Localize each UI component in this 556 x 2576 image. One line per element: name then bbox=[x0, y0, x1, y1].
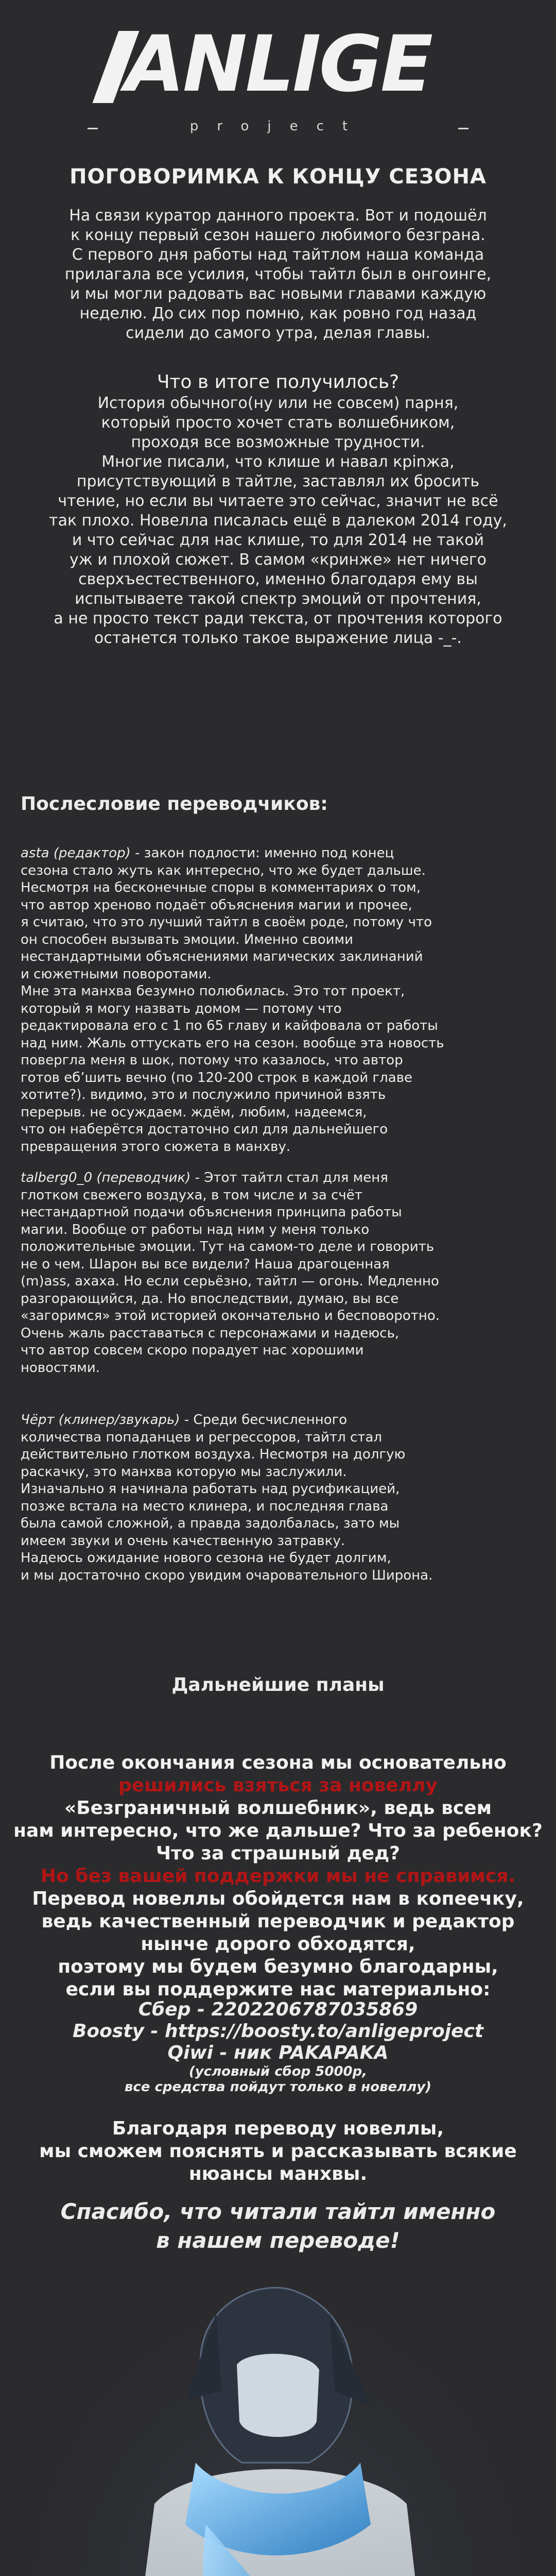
afterword-section bbox=[21, 793, 535, 815]
payment-sber: Сбер - 2202206787035869 bbox=[138, 1999, 418, 2020]
translator-note-chert bbox=[21, 1412, 535, 1584]
translator-note-asta bbox=[21, 845, 535, 1156]
translator-nick: Чёрт (клинер/звукарь) bbox=[21, 1412, 180, 1428]
plans-title: Дальнейшие планы bbox=[171, 1674, 385, 1696]
result-text: История обычного(ну или не совсем) парня, который просто хочет стать волшебником, проходя все возможные трудности. Многие писали, что клише и навал крinжа, присутствующий в тайтле, заставлял их бросить чтение, но если вы читаете это сейчас, значит не всё так плохо. Новелла писалась ещё в далеком 2014 году, и что сейчас для нас клише, то для 2014 не такой уж и плохой сюжет. В самом «кринже» нет ничего сверхъестественного, именно благодаря ему вы испытываете такой спектр эмоций от прочтения, а не просто текст ради текста, от прочтения которого останется только такое выражение лица -_-. bbox=[49, 394, 507, 647]
face-shape bbox=[237, 2354, 319, 2437]
logo-title: ANLIGE bbox=[125, 20, 431, 109]
thanks-section bbox=[0, 2197, 556, 2255]
closing-section bbox=[0, 2117, 556, 2185]
plans-red-2: Но без вашей поддержки мы не справимся. bbox=[40, 1866, 515, 1887]
logo-line-right bbox=[458, 128, 468, 129]
translator-text: - закон подлости: именно под конец сезона стало жуть как интересно, что же будет дальше. Несмотря на бесконечные споры в комментариях о том, что автор хреново подаёт объяснения магии и прочее, я считаю, что это лучший тайтл в своём роде, потому что он способен вызывать эмоции. Именно своими нестандартными объяснениями магических заклинаний и сюжетными поворотами. Мне эта манхва безумно полюбилась. Это тот проект, который я могу назвать домом — потому что редактировала его с 1 по 65 главу и кайфовала от работы над ним. Жаль оттускать его на сезон. вообще эта новость повергла меня в шок, потому что казалось, что автор готов ебʼшить вечно (по 120-200 строк в каждой главе хотите?). видимо, это и послужило причиной взять перерыв. не осуждаем. ждём, любим, надеемся, что он наберётся достаточно сил для дальнейшего превращения этого сюжета в манхву. bbox=[21, 845, 444, 1155]
page-title: ПОГОВОРИМКА К КОНЦУ СЕЗОНА bbox=[70, 165, 486, 189]
logo bbox=[0, 21, 556, 149]
intro-section bbox=[0, 206, 556, 343]
logo-subtitle: project bbox=[189, 118, 367, 134]
thanks-text: Спасибо, что читали тайтл именно в нашем переводе! bbox=[60, 2199, 496, 2253]
payment-boosty: Boosty - https://boosty.to/anligeproject bbox=[72, 2021, 484, 2042]
result-title: Что в итоге получилось? bbox=[157, 371, 399, 393]
plans-red-1: решились взяться за новеллу bbox=[118, 1775, 438, 1796]
intro-text: На связи куратор данного проекта. Вот и подошёл к концу первый сезон нашего любимого безграна. С первого дня работы над тайтлом наша команда прилагала все усилия, чтобы тайтл был в онгоинге, и мы могли радовать вас новыми главами каждую неделю. До сих пор помню, как ровно год назад сидели до самого утра, делая главы. bbox=[64, 207, 492, 342]
translator-note-talberg bbox=[21, 1170, 535, 1377]
payment-qiwi: Qiwi - ник PAKAPAKA bbox=[167, 2042, 389, 2063]
plans-line-3: Перевод новеллы обойдется нам в копеечку, ведь качественный переводчик и редактор нынче дорого обходятся, поэтому мы будем безумно благодарны, если вы поддержите нас материально: bbox=[32, 1888, 524, 2000]
plans-section bbox=[0, 1674, 556, 1696]
character-illustration bbox=[0, 2236, 556, 2576]
translator-nick: asta (редактор) bbox=[21, 845, 131, 861]
plans-body bbox=[0, 1752, 556, 2001]
translator-text: - Среди бесчисленного количества попаданцев и регрессоров, тайтл стал действительно глотком воздуха. Несмотря на долгую раскачку, это манхва которую мы заслужили. Изначально я начинала работать над русификацией, позже встала на место клинера, и последняя глава была самой сложной, а правда задолбалась, зато мы имеем звуки и очень качественную затравку. Надеюсь ожидание нового сезона не будет долгим, и мы достаточно скоро увидим очаровательного Широна. bbox=[21, 1412, 433, 1583]
payment-section bbox=[0, 1999, 556, 2095]
afterword-title: Послесловие переводчиков: bbox=[21, 793, 328, 815]
payment-note: (условный сбор 5000р, все средства пойдут только в новеллу) bbox=[124, 2064, 432, 2095]
plans-line-2: «Безграничный волшебник», ведь всем нам интересно, что же дальше? Что за ребенок? Что за страшный дед? bbox=[13, 1798, 543, 1864]
translator-nick: talberg0_0 (переводчик) bbox=[21, 1170, 191, 1185]
closing-text: Благодаря переводу новеллы, мы сможем пояснять и рассказывать всякие нюансы манхвы. bbox=[39, 2118, 517, 2184]
translator-text: - Этот тайтл стал для меня глотком свежего воздуха, в том числе и за счёт нестандартной подачи объяснения принципа работы магии. Вообще от работы над ним у меня только положительные эмоции. Тут на самом-то деле и говорить не о чем. Шарон вы все видели? Наша драгоценная (m)ass, ахаха. Но если серьёзно, тайтл — огонь. Медленно разгорающийся, да. Но впоследствии, думаю, вы все «загоримся» этой историей окончательно и бесповоротно. Очень жаль расставаться с персонажами и надеюсь, что автор совсем скоро порадует нас хорошими новостями. bbox=[21, 1170, 440, 1376]
result-section bbox=[0, 371, 556, 648]
plans-line-1: После окончания сезона мы основательно bbox=[49, 1752, 507, 1773]
